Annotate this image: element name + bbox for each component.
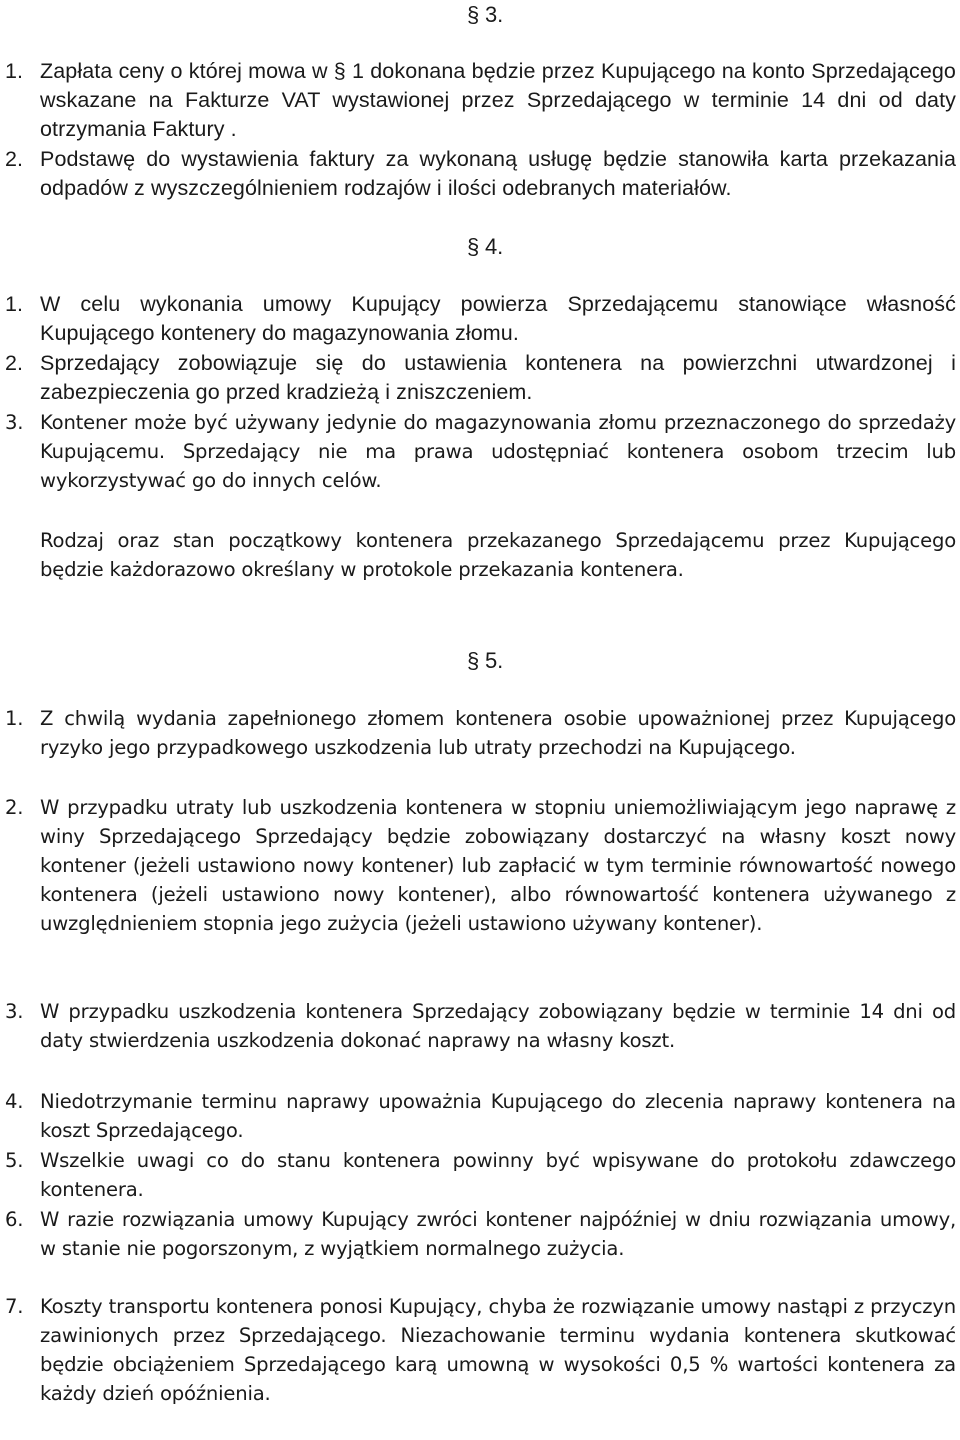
section-4-item-3	[0, 408, 956, 495]
section-5-item-4	[0, 1087, 956, 1145]
section-3-item-2	[0, 145, 956, 203]
item-text: Zapłata ceny o której mowa w § 1 dokonana będzie przez Kupującego na konto Sprzedającego wskazane na Fakturze VAT wystawionej przez Sprzedającego w terminie 14 dni od daty otrzymania Faktury .	[40, 59, 956, 141]
item-number: 2.	[5, 351, 24, 375]
item-number: 3.	[5, 1000, 24, 1023]
item-number: 1.	[5, 59, 24, 83]
item-number: 4.	[5, 1090, 24, 1113]
item-number: 1.	[5, 292, 24, 316]
item-number: 5.	[5, 1149, 24, 1172]
item-text: W przypadku uszkodzenia kontenera Sprzedający zobowiązany będzie w terminie 14 dni od daty stwierdzenia uszkodzenia dokonać naprawy na własny koszt.	[40, 1000, 956, 1052]
section-4-item-2	[0, 349, 956, 407]
section-3-heading: § 3.	[466, 2, 504, 27]
section-4-item-1	[0, 290, 956, 348]
section-5-heading: § 5.	[466, 648, 504, 673]
item-number: 7.	[5, 1295, 24, 1318]
section-5-item-5	[0, 1146, 956, 1204]
item-text: W razie rozwiązania umowy Kupujący zwróci kontener najpóźniej w dniu rozwiązania umowy, w stanie nie pogorszonym, z wyjątkiem normalnego zużycia.	[40, 1208, 956, 1260]
item-number: 2.	[5, 796, 24, 819]
paragraph-text: Rodzaj oraz stan początkowy kontenera przekazanego Sprzedającemu przez Kupującego będzie każdorazowo określany w protokole przekazania kontenera.	[40, 529, 956, 581]
section-4-heading: § 4.	[466, 234, 504, 259]
item-text: W celu wykonania umowy Kupujący powierza Sprzedającemu stanowiące własność Kupującego kontenery do magazynowania złomu.	[40, 292, 956, 345]
item-text: Niedotrzymanie terminu naprawy upoważnia Kupującego do zlecenia naprawy kontenera na koszt Sprzedającego.	[40, 1090, 956, 1142]
item-number: 2.	[5, 147, 24, 171]
item-text: Koszty transportu kontenera ponosi Kupujący, chyba że rozwiązanie umowy nastąpi z przyczyn zawinionych przez Sprzedającego. Niezachowanie terminu wydania kontenera skutkować będzie obciążeniem Sprzedającego karą umowną w wysokości 0,5 % wartości kontenera za każdy dzień opóźnienia.	[40, 1295, 956, 1405]
item-number: 1.	[5, 707, 24, 730]
item-text: Kontener może być używany jedynie do magazynowania złomu przeznaczonego do sprzedaży Kupującemu. Sprzedający nie ma prawa udostępniać kontenera osobom trzecim lub wykorzystywać go do innych celów.	[40, 411, 956, 492]
section-5-item-6	[0, 1205, 956, 1263]
item-text: Z chwilą wydania zapełnionego złomem kontenera osobie upoważnionej przez Kupującego ryzyko jego przypadkowego uszkodzenia lub utraty przechodzi na Kupującego.	[40, 707, 956, 759]
section-5-item-1	[0, 704, 956, 762]
item-number: 3.	[5, 411, 24, 434]
section-5-item-3	[0, 997, 956, 1055]
section-4-paragraph	[0, 526, 956, 584]
section-5-item-2	[0, 793, 956, 938]
section-5-item-7	[0, 1292, 956, 1408]
item-number: 6.	[5, 1208, 24, 1231]
item-text: W przypadku utraty lub uszkodzenia kontenera w stopniu uniemożliwiającym jego naprawę z winy Sprzedającego Sprzedający będzie zobowiązany dostarczyć na własny koszt nowy kontener (jeżeli ustawiono nowy kontener) lub zapłacić w tym terminie równowartość nowego kontenera (jeżeli ustawiono nowy kontener), albo równowartość kontenera używanego z uwzględnieniem stopnia jego zużycia (jeżeli ustawiono używany kontener).	[40, 796, 956, 935]
item-text: Sprzedający zobowiązuje się do ustawienia kontenera na powierzchni utwardzonej i zabezpieczenia go przed kradzieżą i zniszczeniem.	[40, 351, 956, 404]
item-text: Podstawę do wystawienia faktury za wykonaną usługę będzie stanowiła karta przekazania odpadów z wyszczególnieniem rodzajów i ilości odebranych materiałów.	[40, 147, 956, 200]
item-text: Wszelkie uwagi co do stanu kontenera powinny być wpisywane do protokołu zdawczego kontenera.	[40, 1149, 956, 1201]
section-3-item-1	[0, 57, 956, 144]
